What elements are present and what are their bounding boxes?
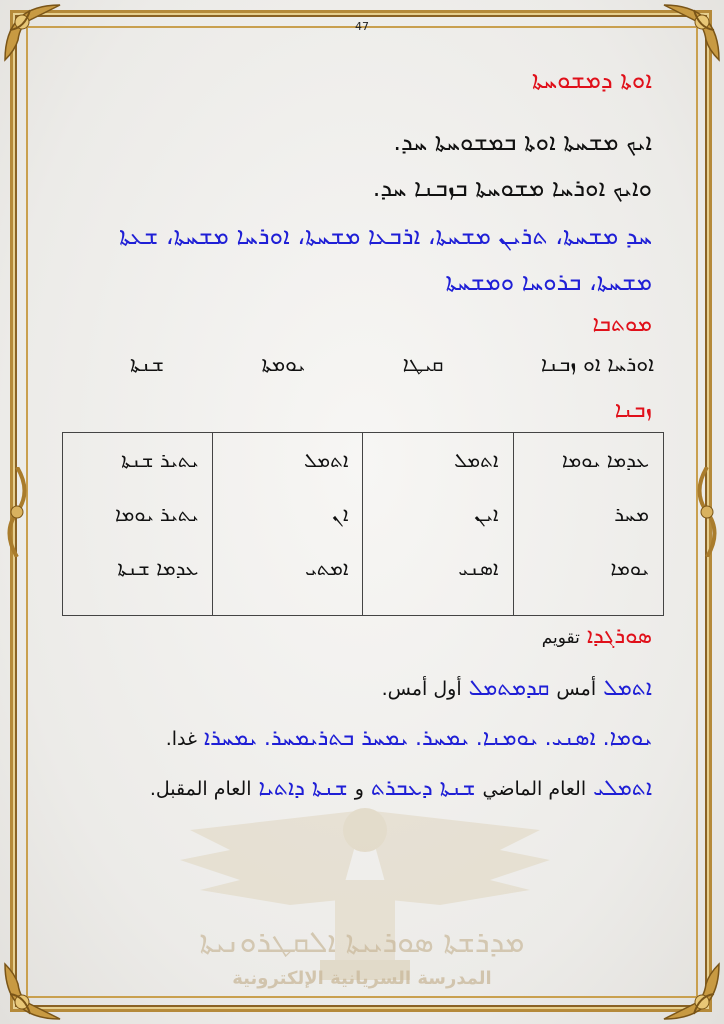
- page-number: 47: [355, 20, 369, 33]
- watermark-syriac-title: ܡܕܪܫܬܐ ܣܘܪܝܝܬܐ ܐܠܩܛܪܘܢܝܬܐ: [199, 925, 525, 960]
- corner-ornament-top-left: [0, 0, 70, 70]
- table-column: [63, 433, 213, 616]
- root-word: ܫܢܬܐ: [130, 352, 165, 376]
- examples-line-1: ܚܕ ܡܫܚܬܐ، ܬܪܝܢ ܡܫܚܬܐ، ܐܪܒܥܐ ܡܫܚܬܐ، ܐܘܪܚܐ ܡܫܚܬܐ، ܫܥܬܐ: [119, 222, 652, 250]
- section-label: ܡܘܬܒܐ: [592, 312, 652, 337]
- table-cell: ܐܬܡܠ: [304, 448, 349, 472]
- examples-line-2: ܡܫܚܬܐ، ܒܪܘܚܐ ܘܡܫܚܬܐ: [445, 268, 652, 296]
- winged-emblem-watermark: [170, 790, 560, 990]
- root-word: ܝܘܡܬܐ: [261, 352, 306, 376]
- syriac-term: ܫܢܬܐ ܕܥܒܪܬ: [370, 776, 476, 801]
- watermark-arabic-title: المدرسة السريانية الإلكترونية: [232, 968, 492, 989]
- syriac-term: ܐܬܡܠܝ: [593, 776, 652, 801]
- text-line-2: ܘܐܝܟ ܐܘܪܚܐ ܡܫܘܚܬܐ ܒܙܒܢܐ ܚܕ.: [372, 174, 652, 202]
- table-cell: ܐܬܡܠ: [454, 448, 499, 472]
- arabic-translation: العام المقبل.: [149, 778, 252, 800]
- calendar-label-arabic: تقويم: [541, 628, 580, 648]
- table-cell: ܐܣܢܝ: [458, 556, 499, 580]
- arabic-translation: العام الماضي: [482, 778, 587, 800]
- table-cell: ܥܕܡܐ ܫܢܬܐ: [117, 556, 199, 580]
- table-cell: ܡܚܪ: [614, 502, 649, 526]
- arabic-translation: أمس: [556, 678, 597, 700]
- syriac-term: ܐܬܡܠ: [603, 676, 652, 701]
- corner-ornament-bottom-right: [654, 954, 724, 1024]
- table-cell: ܐܢ: [331, 502, 349, 526]
- syriac-term: ܝܘܡܐ. ܐܣܢܝ. ܝܘܡܢܐ. ܝܡܚܪ. ܝܡܚܪ ܒܬܪܝܡܚܪ. ܝܡܚܪܐ: [203, 726, 652, 751]
- syriac-term: ܩܕܡܬܡܠ: [468, 676, 550, 701]
- lesson-title: ܐܘܬܐ ܕܡܫܘܚܬܐ: [531, 66, 652, 94]
- corner-ornament-bottom-left: [0, 954, 70, 1024]
- calendar-line-3: [150, 776, 652, 801]
- corner-ornament-top-right: [654, 0, 724, 70]
- text-line-1: ܐܝܟ ܡܫܚܬܐ ܐܘܬܐ ܒܡܫܘܚܬܐ ܚܕ.: [393, 128, 652, 156]
- calendar-label-syriac: ܣܘܪܓܕܐ: [586, 624, 652, 649]
- time-words-table: [62, 432, 664, 616]
- table-label: ܙܒܢܐ: [614, 398, 652, 423]
- root-word: ܐܘܪܚܐ ܐܘ ܙܒܢܐ: [540, 352, 654, 376]
- table-column: [213, 433, 363, 616]
- arabic-translation: غدا.: [165, 728, 197, 750]
- calendar-line-1: [382, 676, 652, 701]
- calendar-line-2: [166, 726, 652, 751]
- table-cell: ܝܘܡܐ: [610, 556, 649, 580]
- table-cell: ܐܝܢ: [474, 502, 499, 526]
- syriac-term: ܫܢܬܐ ܕܐܬܝܐ: [258, 776, 348, 801]
- table-column: [363, 433, 513, 616]
- table-cell: ܥܕܡܐ ܝܘܡܐ: [561, 448, 649, 472]
- table-cell: ܐܡܬܝ: [305, 556, 349, 580]
- arabic-translation: و: [354, 778, 364, 800]
- side-ornament-left: [2, 467, 32, 557]
- table-column: [513, 433, 663, 616]
- table-cell: ܝܬܝܪ ܫܢܬܐ: [121, 448, 199, 472]
- table-cell: ܝܬܝܪ ܝܘܡܐ: [115, 502, 199, 526]
- side-ornament-right: [692, 467, 722, 557]
- root-word: ܩܝܛܐ: [402, 352, 444, 376]
- calendar-heading: [542, 624, 652, 649]
- arabic-translation: أول أمس.: [381, 678, 462, 700]
- roots-row: [130, 352, 654, 382]
